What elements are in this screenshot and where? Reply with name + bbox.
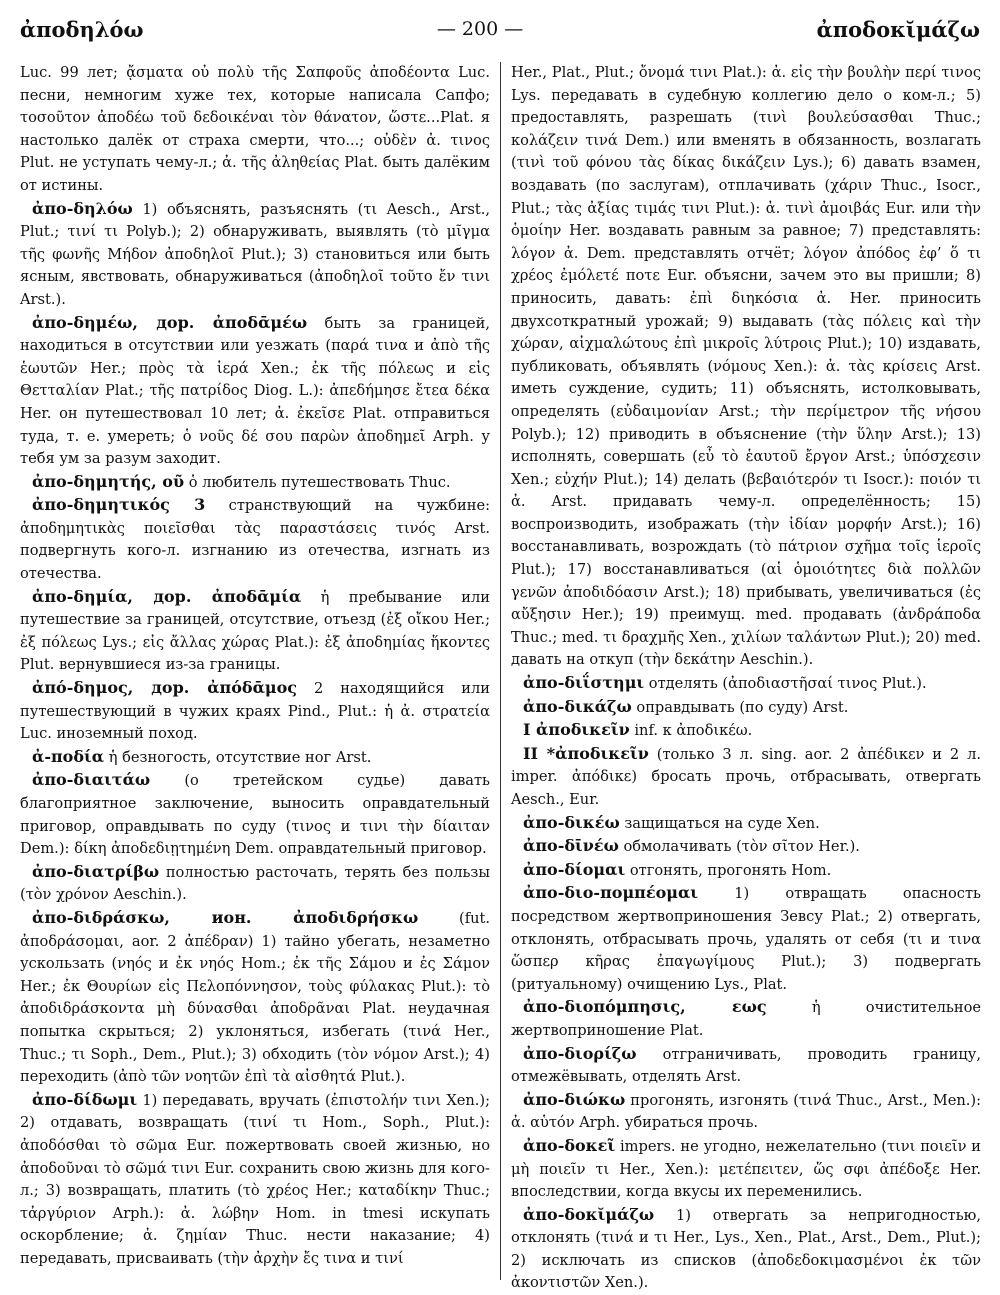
dictionary-entry — [20, 312, 490, 471]
entry-definition: 1) отвергать за непригодностью, отклонять (τινά и τι Her., Lys., Xen., Plat., Arst., Dem., Plut.); 2) исключать из списков (ἀποδεδοκιμασμένοι ἐκ τῶν ἀκοντιστῶν Xen.). — [511, 1206, 982, 1292]
dictionary-entry — [511, 719, 981, 743]
entry-lemma: ἀπο-δίδωμι — [32, 1089, 138, 1109]
left-column — [20, 62, 490, 1280]
entry-lemma: ἀπο-δικάζω — [523, 696, 632, 716]
dictionary-entry — [511, 812, 981, 836]
entry-lemma: ἀ-ποδία — [32, 746, 105, 766]
dictionary-entry — [20, 1089, 490, 1271]
dictionary-entry — [20, 471, 490, 495]
entry-definition: (только 3 л. sing. aor. 2 ἀπέδικεν и 2 л. imper. ἀπόδικε) бросать прочь, отбрасывать, отвергать Aesch., Eur. — [511, 745, 982, 808]
entry-definition: ἡ безногость, отсутствие ног Arst. — [108, 748, 372, 766]
dictionary-entry — [20, 198, 490, 312]
entry-definition: прогонять, изгонять (τινά Thuc., Arst., Men.): ἀ. αὑτόν Arph. убираться прочь. — [511, 1091, 982, 1132]
dictionary-entry — [511, 1204, 981, 1295]
entry-lemma: ἀπο-διο-πομπέομαι — [523, 883, 699, 903]
entry-definition: оправдывать (по суду) Arst. — [636, 698, 849, 716]
dictionary-entry — [511, 1043, 981, 1089]
dictionary-entry — [511, 1135, 981, 1204]
entry-lemma: ἀπο-διαιτάω — [32, 770, 151, 790]
dictionary-entry — [20, 907, 490, 1089]
page-number: — 200 — — [436, 18, 524, 40]
entry-definition: отделять (ἀποδιαστῆσαί τινος Plut.). — [648, 675, 927, 693]
dictionary-entry — [20, 746, 490, 770]
dictionary-entry — [511, 743, 981, 812]
entry-definition: отграничивать, проводить границу, отмежёвывать, отделять Arst. — [511, 1045, 981, 1086]
text-columns — [20, 62, 984, 1292]
entry-definition: 1) объяснять, разъяснять (τι Aesch., Arst., Plut.; τινί τι Polyb.); 2) обнаруживать, выявлять (τὸ μῖγμα τῆς φωνῆς Μήδον ἀποδηλοῖ Plut.); 3) становиться или быть ясным, явствовать, обнаруживаться (ἀποδηλοῖ τοῦτο ἔν τινι Arst.). — [20, 200, 490, 308]
entry-definition: быть за границей, находиться в отсутствии или уезжать (παρά τινα и ἀπὸ τῆς ἑωυτῶν Her.; πρὸς τὰ ἱερά Xen.; ἐκ τῆς πόλεως и εἰς Θετταλίαν Plat.; τῆς πατρίδος Diog. L.): ἀπεδήμησε ἔτεα δέκα Her. он путешествовал 10 лет; ἀ. ἐκεῖσε Plat. отправиться туда, т. е. умереть; ὁ νοῦς δέ σου παρὼν ἀποδημεῖ Arph. у тебя ум за разум заходит. — [20, 314, 491, 468]
column-divider — [500, 62, 501, 1280]
dictionary-entry — [511, 882, 981, 996]
left-running-headword: ἀποδηλόω — [20, 16, 144, 42]
entry-lemma: ἀπο-διδράσκω, ион. ἀποδιδρήσκω — [32, 907, 419, 927]
entry-definition: (fut. ἀποδράσομαι, aor. 2 ἀπέδραν) 1) тайно убегать, незаметно ускользать (νηός и ἐκ νηός Hom.; ἐκ τῆς Σάμου и ἐς Σάμον Her.; ἐκ Θουρίων εἰς Πελοπόννησον, τοὺς φύλακας Plut.): τὸ ἀποδιδράσκοντα μὴ δύνασθαι ἀποδρᾶναι Plat. неудачная попытка скрыться; 2) уклоняться, избегать (τινά Her., Thuc.; τι Soph., Dem., Plut.); 3) обходить (τὸν νόμον Arst.); 4) переходить (ἀπὸ τῶν νοητῶν ἐπὶ τὰ αἰσθητά Plut.). — [20, 909, 491, 1086]
dictionary-entry — [20, 769, 490, 860]
entry-lemma: ἀπο-δημητικός 3 — [32, 495, 206, 515]
dictionary-entry — [511, 996, 981, 1042]
entry-definition: 1) отвращать опасность посредством жертвоприношения Зевсу Plat.; 2) отвергать, отклонять, отбрасывать прочь, удалять от себя (τι и τινα ὥσπερ κῆρας ἐπαγωγίμους Plut.); 3) подвергать (ритуальному) очищению Lys., Plat. — [511, 885, 981, 993]
dictionary-entry — [20, 861, 490, 907]
dictionary-entry — [20, 494, 490, 585]
entry-definition: полностью расточать, терять без пользы (τὸν χρόνον Aeschin.). — [20, 863, 491, 904]
entry-definition: обмолачивать (τὸν σῖτον Her.). — [623, 838, 860, 856]
entry-lemma: ἀπο-διοπόμπησις, εως — [523, 997, 767, 1017]
entry-lemma: ἀπο-δοκεῖ — [523, 1135, 616, 1155]
entry-definition: (о третейском судье) давать благоприятное заключение, выносить оправдательный приговор, оправдывать по суду (τινος и τινι τὴν δίαιταν Dem.): δίκη ἀποδεδιῃτημένη Dem. оправдательный приговор. — [20, 772, 491, 858]
entry-definition: ὁ любитель путешествовать Thuc. — [188, 473, 451, 491]
entry-definition: Luc. 99 лет; ᾄσματα οὐ πολὺ τῆς Σαπφοῦς ἀποδέοντα Luc. песни, немногим хуже тех, которые написала Сапфо; τοσοῦτον ἀποδέω τοῦ δεδοικέναι τὸν θάνατον, ὥστε...Plat. я настолько далёк от страха смерти, что...; οὐδὲν ἀ. τινος Plut. не уступать чему-л.; ἀ. τῆς ἀληθείας Plat. быть далёким от истины. — [20, 64, 490, 194]
entry-definition: Her., Plat., Plut.; ὄνομά τινι Plat.): ἀ. εἰς τὴν βουλὴν περί τινος Lys. передавать в судебную коллегию дело о ком-л.; 5) предоставлять, разрешать (τινὶ βουλεύσασθαι Thuc.; κολάζειν τινά Dem.) или вменять в обязанность, возлагать (τινὶ τοῦ φόνου τὰς δίκας δικάζειν Lys.); 6) давать взамен, воздавать (по заслугам), отплачивать (χάριν Thuc., Isocr., Plut.; τὰς ἀξίας τιμάς τινι Plut.): ἀ. τινὶ ἀμοιβάς Eur. или τὴν ὁμοίην Her. воздавать равным за равное; 7) представлять: λόγον ἀ. Dem. представлять отчёт; λόγον ἀπόδος ἐφ’ ὅ τι χρέος ἐμόλετέ ποτε Eur. объясни, зачем это вы пришли; 8) приносить, давать: ἐπὶ διηκόσια ἀ. Her. приносить двухсоткратный урожай; 9) выдавать (τὰς πόλεις καὶ τὴν χώραν, αἰχμαλώτους ἐπὶ μικροῖς λύτροις Plut.); 10) издавать, публиковать, объявлять (νόμους Xen.): ἀ. τὰς κρίσεις Arst. иметь суждение, судить; 11) объяснять, истолковывать, определять (εὐδαιμονίαν Arst.; τὴν περίμετρον τῆς νήσου Polyb.); 12) приводить в объяснение (τὴν ὕλην Arst.); 13) исполнять, совершать (εὖ τὸ ἑαυτοῦ ἔργον Arst.; ὑπόσχεσιν Xen.; εὐχήν Plut.); 14) делать (βεβαιότερόν τι Isocr.): ποιόν τι ἀ. Arst. придавать чему-л. определённость; 15) воспроизводить, изображать (τὴν ἰδίαν μορφήν Arst.); 16) восстанавливать, возрождать (τὸ πάτριον σχῆμα τοῖς ἱεροῖς Plut.); 17) восстанавливаться (αἱ ὁμοιότητες διὰ πολλῶν γενῶν ἀποδιδόασιν Arst.); 18) прибывать, увеличиваться (ἐς αὔξησιν Her.); 19) преимущ. med. продавать (ἀνδράποδα Thuc.; med. τι δραχμῆς Xen., χιλίων ταλάντων Plut.); 20) med. давать на откуп (τὴν δεκάτην Aeschin.). — [511, 64, 981, 669]
entry-lemma: ἀπο-δημία, дор. ἀποδᾱμία — [32, 586, 302, 606]
entry-continuation — [20, 62, 490, 198]
page-header — [20, 14, 980, 44]
entry-definition: 2 находящийся или путешествующий в чужих краях Pind., Plut.: ἡ ἀ. στρατεία Luc. иноземный поход. — [20, 680, 491, 743]
dictionary-entry — [511, 859, 981, 883]
entry-continuation — [511, 62, 981, 672]
entry-definition: отгонять, прогонять Hom. — [629, 861, 832, 879]
dictionary-entry — [20, 586, 490, 677]
dictionary-entry — [20, 677, 490, 746]
entry-lemma: ἀπο-διορίζω — [523, 1043, 637, 1063]
entry-definition: inf. к ἀποδικέω. — [634, 722, 753, 740]
entry-lemma: ἀπο-διΐστημι — [523, 673, 645, 693]
entry-lemma: ἀπο-δημέω, дор. ἀποδᾱμέω — [32, 312, 308, 332]
entry-lemma: ἀπό-δημος, дор. ἀπόδᾱμος — [32, 678, 298, 698]
entry-definition: странствующий на чужбине: ἀποδημητικὰς ποιεῖσθαι τὰς παραστάσεις τινός Arst. подвергнуть кого-л. изгнанию из отечества, изгнать из отечества. — [20, 497, 491, 583]
dictionary-entry — [511, 696, 981, 720]
entry-lemma: ἀπο-δικέω — [523, 812, 620, 832]
right-running-headword: ἀποδοκῐμάζω — [816, 16, 980, 42]
entry-lemma: ἀπο-δίομαι — [523, 859, 626, 879]
entry-definition: ἡ очистительное жертвоприношение Plat. — [511, 999, 981, 1039]
entry-lemma: ἀπο-διατρίβω — [32, 861, 160, 881]
right-column — [511, 62, 982, 1292]
dictionary-entry — [511, 835, 981, 859]
entry-definition: защищаться на суде Xen. — [624, 814, 820, 832]
entry-definition: impers. не угодно, нежелательно (τινι ποιεῖν и μὴ ποιεῖν τι Her., Xen.): μετέπειτεν, ὥς σφι ἀπέδοξε Her. впоследствии, когда вкусы их переменились. — [511, 1137, 982, 1201]
dictionary-entry — [511, 672, 981, 696]
dictionary-entry — [511, 1089, 981, 1135]
entry-lemma: ἀπο-δῑνέω — [523, 836, 619, 856]
entry-lemma: ἀπο-διώκω — [523, 1089, 626, 1109]
entry-lemma: ἀπο-δηλόω — [32, 198, 133, 218]
entry-lemma: II *ἀποδικεῖν — [523, 743, 649, 763]
entry-lemma: I ἀποδικεῖν — [523, 720, 630, 740]
entry-definition: 1) передавать, вручать (ἐπιστολήν τινι Xen.); 2) отдавать, возвращать (τινί τι Hom., Soph., Plut.): ἀποδόσθαι τὸ σῶμα Eur. пожертвовать своей жизнью, но ἀποδοῦναι τὸ σῶμά τινι Eur. сохранить свою жизнь для кого-л.; 3) возвращать, платить (τὸ χρέος Her.; καταδίκην Thuc.; τἀργύριον Arph.): ἀ. λώβην Hom. in tmesi искупать оскорбление; ἀ. ζημίαν Thuc. нести наказание; 4) передавать, присваивать (τὴν ἀρχὴν ἔς τινα и τινί — [20, 1091, 490, 1267]
entry-lemma: ἀπο-δημητής, οῦ — [32, 471, 185, 491]
entry-lemma: ἀπο-δοκῐμάζω — [523, 1204, 655, 1224]
entry-definition: ἡ пребывание или путешествие за границей, отсутствие, отъезд (ἐξ οἴκου Her.; ἐξ πόλεως Lys.; εἰς ἄλλας χώρας Plat.): ἐξ ἀποδημίας ἥκοντες Plut. вернувшиеся из-за границы. — [20, 588, 491, 674]
